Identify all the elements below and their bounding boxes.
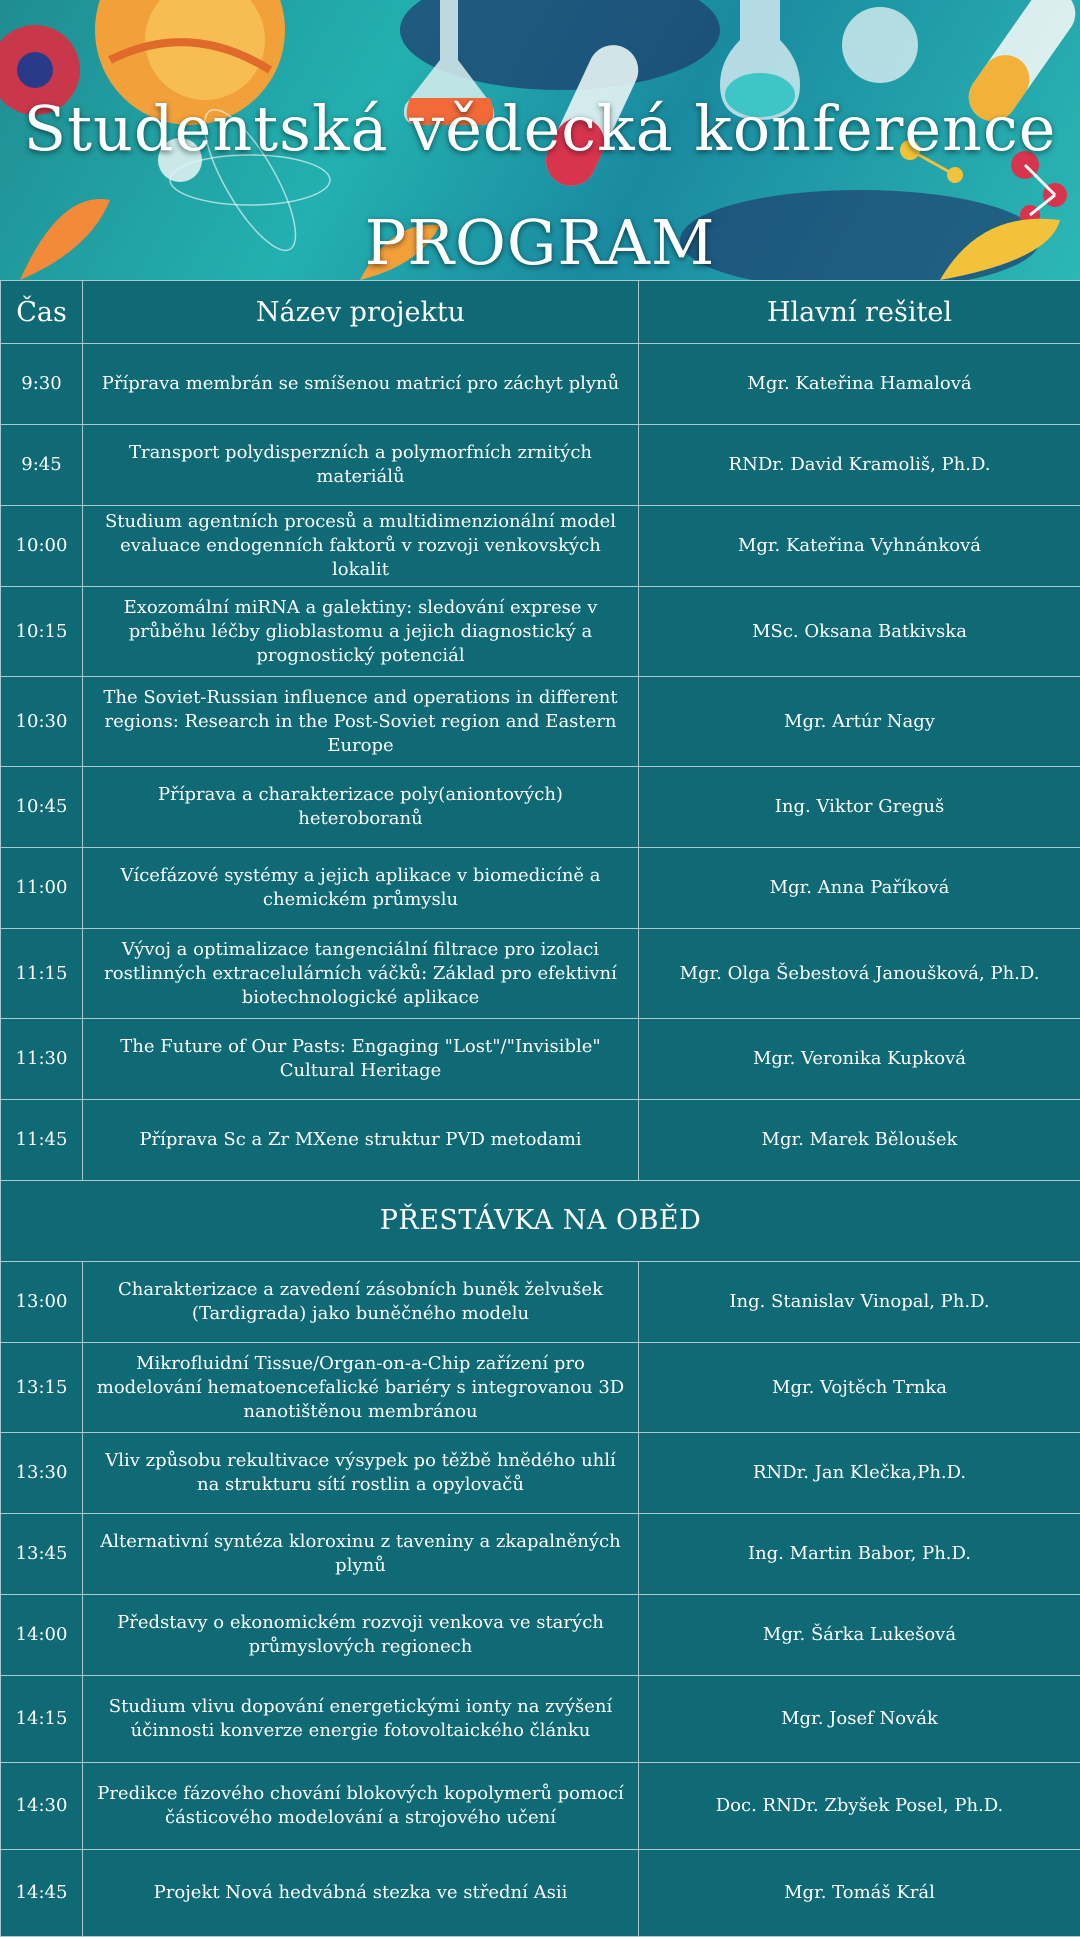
project-title-cell: Vývoj a optimalizace tangenciální filtrace pro izolaci rostlinných extracelulárních váčků: Základ pro efektivní biotechnologické aplikace: [83, 929, 639, 1019]
time-cell: 10:45: [1, 767, 83, 848]
time-cell: 11:30: [1, 1019, 83, 1100]
table-row: [1, 1262, 1080, 1343]
time-cell: 10:15: [1, 587, 83, 677]
lead-researcher-cell: Mgr. Josef Novák: [639, 1676, 1080, 1763]
table-row: [1, 848, 1080, 929]
time-cell: 14:45: [1, 1850, 83, 1937]
project-title-cell: Studium vlivu dopování energetickými ionty na zvýšení účinnosti konverze energie fotovoltaického článku: [83, 1676, 639, 1763]
table-row: [1, 1595, 1080, 1676]
lead-researcher-cell: Mgr. Tomáš Král: [639, 1850, 1080, 1937]
page-subtitle: PROGRAM: [0, 206, 1080, 279]
time-cell: 13:15: [1, 1343, 83, 1433]
project-title-cell: Příprava membrán se smíšenou matricí pro záchyt plynů: [83, 344, 639, 425]
project-title-cell: Projekt Nová hedvábná stezka ve střední Asii: [83, 1850, 639, 1937]
project-title-cell: Studium agentních procesů a multidimenzionální model evaluace endogenních faktorů v rozvoji venkovských lokalit: [83, 506, 639, 587]
lead-researcher-cell: Ing. Martin Babor, Ph.D.: [639, 1514, 1080, 1595]
lunch-break-label: PŘESTÁVKA NA OBĚD: [1, 1181, 1080, 1262]
table-row: [1, 587, 1080, 677]
project-title-cell: Vícefázové systémy a jejich aplikace v biomedicíně a chemickém průmyslu: [83, 848, 639, 929]
time-cell: 14:30: [1, 1763, 83, 1850]
time-cell: 11:45: [1, 1100, 83, 1181]
lead-researcher-cell: Mgr. Kateřina Vyhnánková: [639, 506, 1080, 587]
lunch-break-row: [1, 1181, 1080, 1262]
lead-researcher-cell: Mgr. Vojtěch Trnka: [639, 1343, 1080, 1433]
table-row: [1, 1763, 1080, 1850]
program-table: [0, 280, 1080, 1937]
page-title: Studentská vědecká konference: [0, 92, 1080, 165]
table-row: [1, 344, 1080, 425]
lead-researcher-cell: Ing. Viktor Greguš: [639, 767, 1080, 848]
time-cell: 11:15: [1, 929, 83, 1019]
time-cell: 9:45: [1, 425, 83, 506]
table-row: [1, 1514, 1080, 1595]
lead-researcher-cell: Mgr. Kateřina Hamalová: [639, 344, 1080, 425]
lead-researcher-cell: Mgr. Veronika Kupková: [639, 1019, 1080, 1100]
project-title-cell: Příprava Sc a Zr MXene struktur PVD metodami: [83, 1100, 639, 1181]
lead-researcher-cell: Doc. RNDr. Zbyšek Posel, Ph.D.: [639, 1763, 1080, 1850]
table-row: [1, 506, 1080, 587]
table-row: [1, 767, 1080, 848]
column-header-title: Název projektu: [83, 281, 639, 344]
lead-researcher-cell: Mgr. Artúr Nagy: [639, 677, 1080, 767]
project-title-cell: Exozomální miRNA a galektiny: sledování exprese v průběhu léčby glioblastomu a jejich diagnostický a prognostický potenciál: [83, 587, 639, 677]
time-cell: 14:15: [1, 1676, 83, 1763]
table-row: [1, 425, 1080, 506]
project-title-cell: Charakterizace a zavedení zásobních buněk želvušek (Tardigrada) jako buněčného modelu: [83, 1262, 639, 1343]
time-cell: 13:45: [1, 1514, 83, 1595]
column-header-time: Čas: [1, 281, 83, 344]
lead-researcher-cell: MSc. Oksana Batkivska: [639, 587, 1080, 677]
project-title-cell: Představy o ekonomickém rozvoji venkova ve starých průmyslových regionech: [83, 1595, 639, 1676]
time-cell: 9:30: [1, 344, 83, 425]
table-header-row: [1, 281, 1080, 344]
project-title-cell: Příprava a charakterizace poly(aniontových) heteroboranů: [83, 767, 639, 848]
table-row: [1, 1433, 1080, 1514]
lead-researcher-cell: Mgr. Šárka Lukešová: [639, 1595, 1080, 1676]
table-row: [1, 929, 1080, 1019]
column-header-lead: Hlavní rešitel: [639, 281, 1080, 344]
time-cell: 10:30: [1, 677, 83, 767]
time-cell: 13:30: [1, 1433, 83, 1514]
time-cell: 13:00: [1, 1262, 83, 1343]
table-row: [1, 1019, 1080, 1100]
table-row: [1, 1100, 1080, 1181]
project-title-cell: Alternativní syntéza kloroxinu z taveniny a zkapalněných plynů: [83, 1514, 639, 1595]
project-title-cell: The Future of Our Pasts: Engaging "Lost"/"Invisible" Cultural Heritage: [83, 1019, 639, 1100]
time-cell: 11:00: [1, 848, 83, 929]
project-title-cell: The Soviet-Russian influence and operations in different regions: Research in the Post-Soviet region and Eastern Europe: [83, 677, 639, 767]
lead-researcher-cell: Mgr. Marek Běloušek: [639, 1100, 1080, 1181]
table-row: [1, 1343, 1080, 1433]
project-title-cell: Predikce fázového chování blokových kopolymerů pomocí částicového modelování a strojového učení: [83, 1763, 639, 1850]
lead-researcher-cell: Mgr. Olga Šebestová Janoušková, Ph.D.: [639, 929, 1080, 1019]
lead-researcher-cell: Ing. Stanislav Vinopal, Ph.D.: [639, 1262, 1080, 1343]
lead-researcher-cell: Mgr. Anna Paříková: [639, 848, 1080, 929]
table-row: [1, 1676, 1080, 1763]
project-title-cell: Transport polydisperzních a polymorfních zrnitých materiálů: [83, 425, 639, 506]
table-row: [1, 677, 1080, 767]
time-cell: 10:00: [1, 506, 83, 587]
lead-researcher-cell: RNDr. David Kramoliš, Ph.D.: [639, 425, 1080, 506]
table-row: [1, 1850, 1080, 1937]
project-title-cell: Vliv způsobu rekultivace výsypek po těžbě hnědého uhlí na strukturu sítí rostlin a opylovačů: [83, 1433, 639, 1514]
lead-researcher-cell: RNDr. Jan Klečka,Ph.D.: [639, 1433, 1080, 1514]
time-cell: 14:00: [1, 1595, 83, 1676]
project-title-cell: Mikrofluidní Tissue/Organ-on-a-Chip zařízení pro modelování hematoencefalické bariéry s integrovanou 3D nanotištěnou membránou: [83, 1343, 639, 1433]
header-banner: [0, 0, 1080, 280]
